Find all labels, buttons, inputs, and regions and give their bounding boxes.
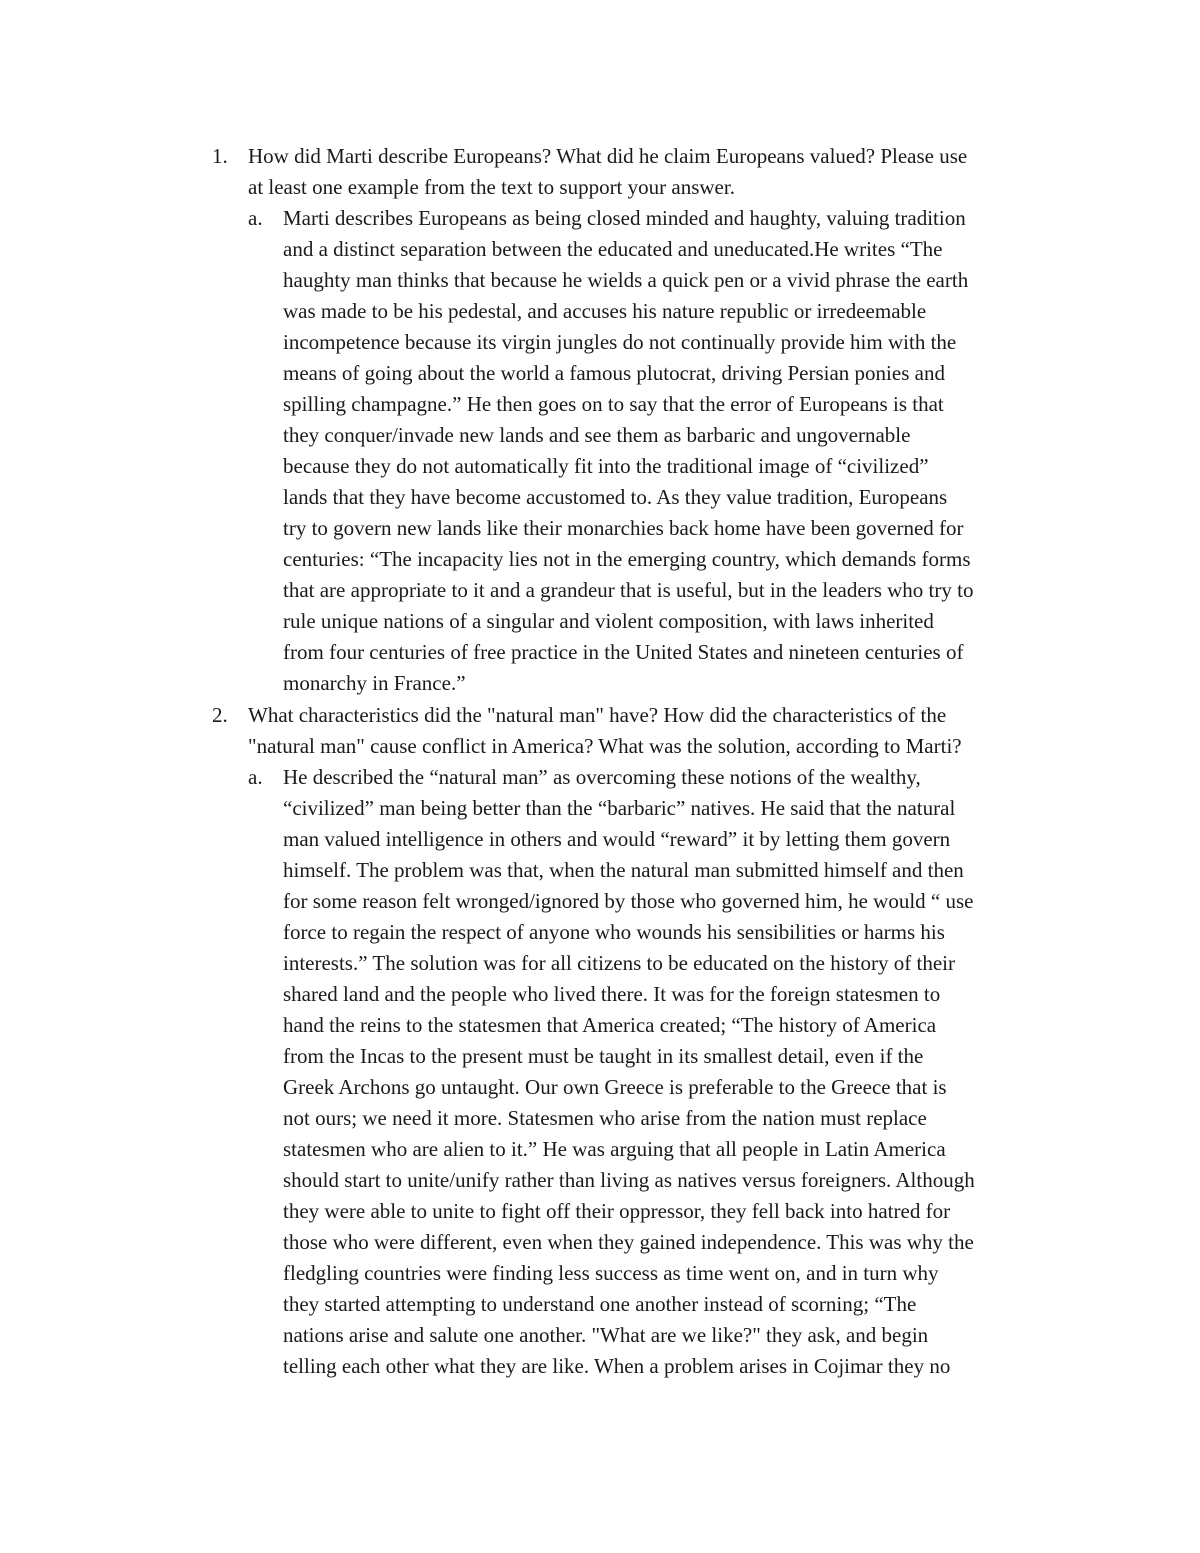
question-text — [248, 700, 1068, 762]
text-line: fledgling countries were finding less success as time went on, and in turn why — [283, 1261, 939, 1285]
text-line: himself. The problem was that, when the natural man submitted himself and then — [283, 858, 964, 882]
text-line: "natural man" cause conflict in America? What was the solution, according to Marti? — [248, 734, 962, 758]
text-line: they were able to unite to fight off their oppressor, they fell back into hatred for — [283, 1199, 951, 1223]
text-line: should start to unite/unify rather than living as natives versus foreigners. Although — [283, 1168, 975, 1192]
text-line: nations arise and salute one another. "What are we like?" they ask, and begin — [283, 1323, 929, 1347]
text-line: from four centuries of free practice in the United States and nineteen centuries of — [283, 640, 964, 664]
question-number: 1. — [212, 144, 228, 168]
text-line: haughty man thinks that because he wields a quick pen or a vivid phrase the earth — [283, 268, 969, 292]
text-line: not ours; we need it more. Statesmen who arise from the nation must replace — [283, 1106, 927, 1130]
answer-letter: a. — [248, 765, 263, 789]
text-line: hand the reins to the statesmen that America created; “The history of America — [283, 1013, 937, 1037]
text-line: those who were different, even when they gained independence. This was why the — [283, 1230, 974, 1254]
question-number: 2. — [212, 703, 228, 727]
text-line: shared land and the people who lived there. It was for the foreign statesmen to — [283, 982, 941, 1006]
text-line: was made to be his pedestal, and accuses his nature republic or irredeemable — [283, 299, 927, 323]
text-line: they started attempting to understand one another instead of scorning; “The — [283, 1292, 917, 1316]
text-line: “civilized” man being better than the “barbaric” natives. He said that the natural — [283, 796, 956, 820]
text-line: rule unique nations of a singular and violent composition, with laws inherited — [283, 609, 934, 633]
text-line: try to govern new lands like their monarchies back home have been governed for — [283, 516, 964, 540]
text-line: Marti describes Europeans as being closed minded and haughty, valuing tradition — [283, 206, 966, 230]
text-line: monarchy in France.” — [283, 671, 466, 695]
text-line: and a distinct separation between the educated and uneducated.He writes “The — [283, 237, 943, 261]
text-line: telling each other what they are like. When a problem arises in Cojimar they no — [283, 1354, 951, 1378]
text-line: lands that they have become accustomed to. As they value tradition, Europeans — [283, 485, 948, 509]
text-line: means of going about the world a famous plutocrat, driving Persian ponies and — [283, 361, 945, 385]
question-text — [248, 141, 1068, 203]
text-line: statesmen who are alien to it.” He was arguing that all people in Latin America — [283, 1137, 946, 1161]
text-line: Greek Archons go untaught. Our own Greece is preferable to the Greece that is — [283, 1075, 947, 1099]
text-line: spilling champagne.” He then goes on to say that the error of Europeans is that — [283, 392, 944, 416]
text-line: they conquer/invade new lands and see them as barbaric and ungovernable — [283, 423, 911, 447]
text-line: from the Incas to the present must be taught in its smallest detail, even if the — [283, 1044, 924, 1068]
answer-letter: a. — [248, 206, 263, 230]
text-line: man valued intelligence in others and would “reward” it by letting them govern — [283, 827, 951, 851]
text-line: that are appropriate to it and a grandeur that is useful, but in the leaders who try to — [283, 578, 974, 602]
text-line: interests.” The solution was for all citizens to be educated on the history of their — [283, 951, 956, 975]
text-line: for some reason felt wronged/ignored by those who governed him, he would “ use — [283, 889, 974, 913]
text-line: What characteristics did the "natural man" have? How did the characteristics of the — [248, 703, 947, 727]
answer-text — [283, 203, 1073, 699]
text-line: incompetence because its virgin jungles do not continually provide him with the — [283, 330, 957, 354]
text-line: centuries: “The incapacity lies not in the emerging country, which demands forms — [283, 547, 971, 571]
text-line: He described the “natural man” as overcoming these notions of the wealthy, — [283, 765, 921, 789]
text-line: force to regain the respect of anyone who wounds his sensibilities or harms his — [283, 920, 945, 944]
text-line: How did Marti describe Europeans? What did he claim Europeans valued? Please use — [248, 144, 968, 168]
text-line: at least one example from the text to support your answer. — [248, 175, 735, 199]
text-line: because they do not automatically fit into the traditional image of “civilized” — [283, 454, 929, 478]
answer-text — [283, 762, 1073, 1382]
